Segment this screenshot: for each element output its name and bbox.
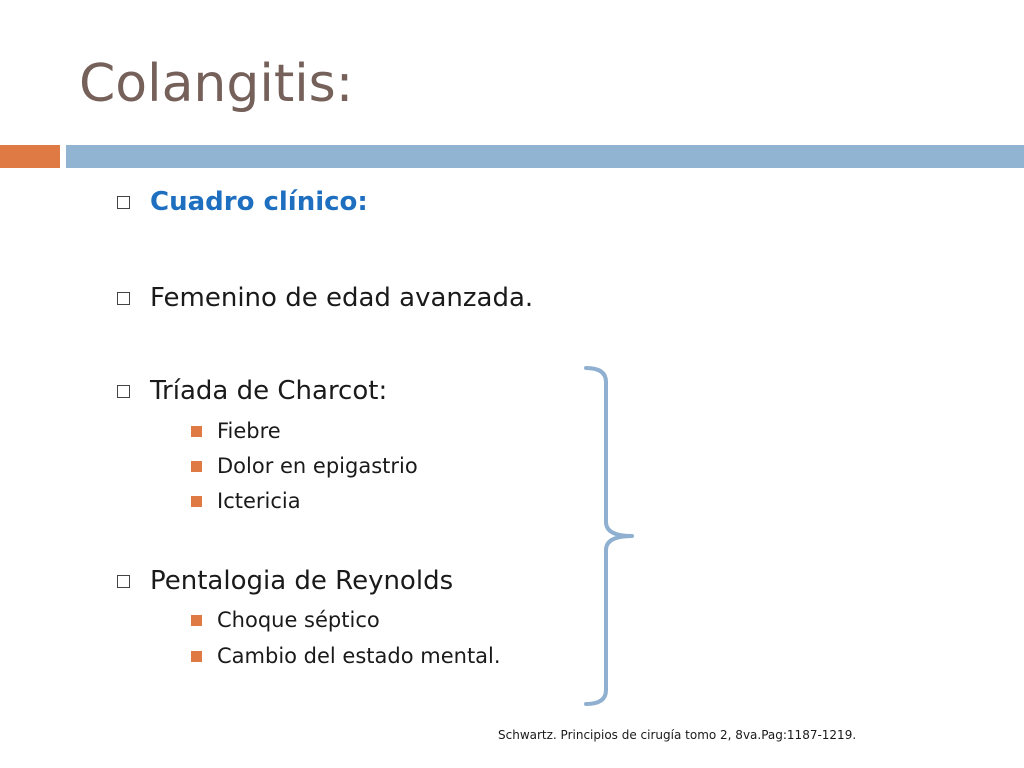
sub-bullet-text: Dolor en epigastrio (217, 454, 418, 478)
bullet-text: Pentalogia de Reynolds (150, 566, 454, 596)
hollow-square-bullet-icon (117, 575, 130, 588)
filled-square-bullet-icon (191, 615, 202, 626)
sub-bullet-text: Choque séptico (217, 608, 380, 632)
bullet-text: Tríada de Charcot: (150, 376, 388, 406)
bullet-item (117, 374, 387, 408)
sub-bullet-text: Cambio del estado mental. (217, 644, 501, 668)
sub-bullet-item (191, 487, 301, 515)
hollow-square-bullet-icon (117, 196, 130, 209)
bullet-text: Cuadro clínico: (150, 187, 368, 217)
bullet-text: Femenino de edad avanzada. (150, 283, 534, 313)
filled-square-bullet-icon (191, 651, 202, 662)
filled-square-bullet-icon (191, 496, 202, 507)
sub-bullet-item (191, 642, 501, 670)
slide-title: Colangitis: (79, 54, 354, 114)
bullet-item (117, 185, 368, 219)
right-curly-brace-icon (580, 364, 640, 709)
hollow-square-bullet-icon (117, 385, 130, 398)
sub-bullet-text: Fiebre (217, 419, 281, 443)
citation: Schwartz. Principios de cirugía tomo 2, 8va.Pag:1187-1219. (498, 728, 857, 742)
sub-bullet-text: Ictericia (217, 489, 301, 513)
sub-bullet-item (191, 606, 380, 634)
filled-square-bullet-icon (191, 461, 202, 472)
bullet-item (117, 281, 533, 315)
sub-bullet-item (191, 452, 418, 480)
hollow-square-bullet-icon (117, 292, 130, 305)
filled-square-bullet-icon (191, 426, 202, 437)
bullet-item (117, 564, 453, 598)
sub-bullet-item (191, 417, 281, 445)
